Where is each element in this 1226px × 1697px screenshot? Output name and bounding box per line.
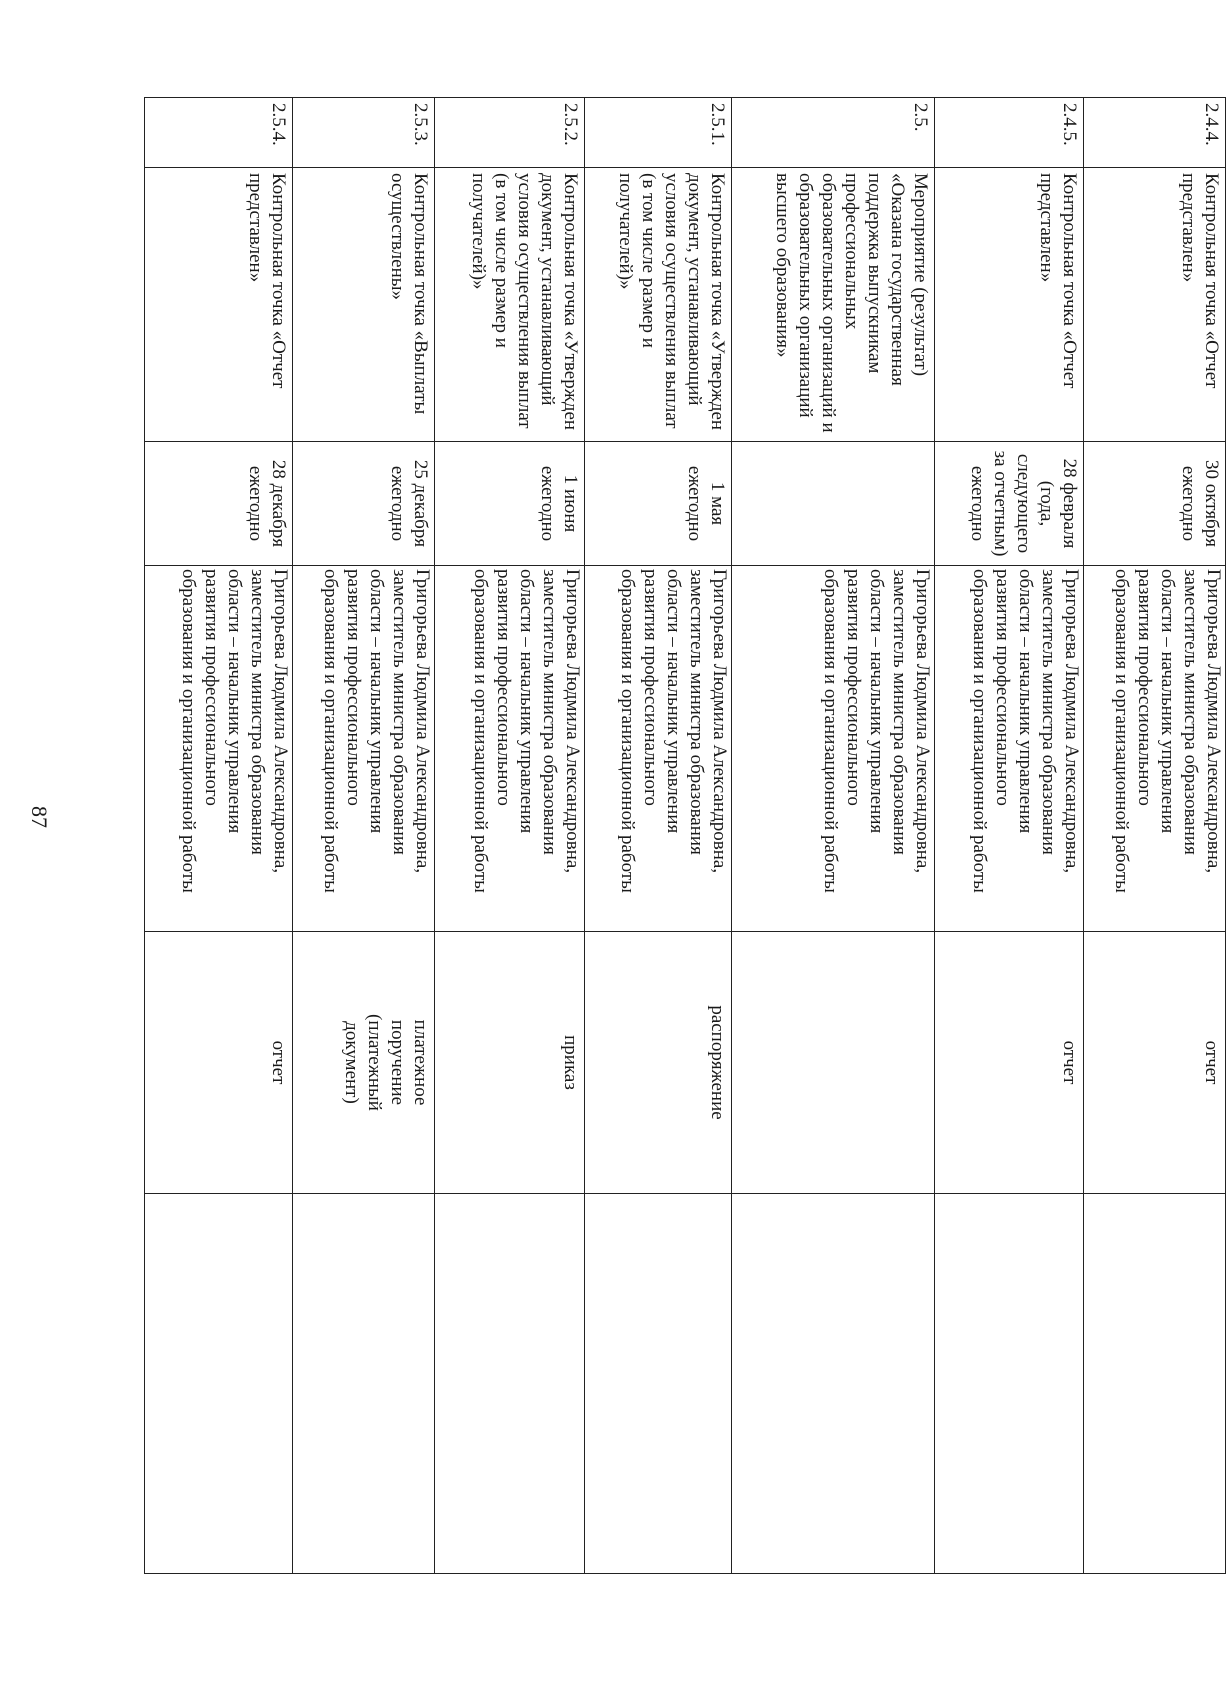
table-row bbox=[585, 98, 732, 1574]
empty-cell bbox=[145, 1194, 293, 1574]
responsible-cell bbox=[293, 566, 435, 932]
responsible-line: заместитель министра образования bbox=[685, 569, 707, 855]
document-type bbox=[585, 932, 732, 1194]
deadline-line: 25 декабря bbox=[409, 459, 431, 548]
event-name-text: Контрольная точка «Отчет представлен» bbox=[1178, 173, 1222, 389]
responsible-line: области – начальник управления bbox=[865, 569, 887, 834]
table-row bbox=[731, 98, 934, 1574]
responsible-cell bbox=[145, 566, 293, 932]
responsible-line: заместитель министра образования bbox=[247, 569, 268, 855]
document-type bbox=[145, 932, 293, 1194]
row-number: 2.5.4. bbox=[145, 98, 293, 168]
deadline-cell bbox=[934, 442, 1083, 566]
responsible-line: развития профессионального bbox=[639, 569, 661, 806]
empty-cell bbox=[1084, 1194, 1226, 1574]
deadline-cell bbox=[145, 442, 293, 566]
plan-table bbox=[144, 97, 1226, 1574]
document-type bbox=[934, 932, 1083, 1194]
deadline-line: (года, bbox=[1036, 480, 1058, 527]
row-number: 2.4.5. bbox=[934, 98, 1083, 168]
document-type-text: распоряжение bbox=[706, 1005, 728, 1120]
responsible-line: развития профессионального bbox=[992, 569, 1014, 806]
responsible-line: образования и организационной работы bbox=[178, 569, 199, 893]
document-type-text: отчет bbox=[1201, 1040, 1222, 1085]
table-row bbox=[1084, 98, 1226, 1574]
event-name-text: Контрольная точка «Отчет представлен» bbox=[1036, 173, 1081, 389]
event-name-text: Контрольная точка «Отчет представлен» bbox=[245, 173, 289, 389]
empty-cell bbox=[434, 1194, 584, 1574]
document-type bbox=[293, 932, 435, 1194]
responsible-line: развития профессионального bbox=[342, 569, 364, 806]
event-name bbox=[934, 168, 1083, 442]
document-type-text: отчет bbox=[268, 1040, 289, 1085]
deadline-line: ежегодно bbox=[245, 465, 266, 542]
responsible-cell bbox=[731, 566, 934, 932]
table-row bbox=[434, 98, 584, 1574]
deadline-line: за отчетным) bbox=[990, 450, 1012, 557]
table-row bbox=[934, 98, 1083, 1574]
deadline-line: ежегодно bbox=[1178, 465, 1199, 542]
responsible-line: заместитель министра образования bbox=[1180, 569, 1201, 855]
deadline-line: ежегодно bbox=[386, 465, 408, 542]
table-row bbox=[293, 98, 435, 1574]
table-row bbox=[145, 98, 293, 1574]
deadline-line: ежегодно bbox=[683, 465, 705, 542]
event-name bbox=[1084, 168, 1226, 442]
deadline-line: 1 июня bbox=[560, 474, 582, 533]
deadline-line: 28 февраля bbox=[1059, 458, 1081, 549]
document-type-text: приказ bbox=[560, 1035, 582, 1090]
document-type bbox=[731, 932, 934, 1194]
responsible-line: заместитель министра образования bbox=[888, 569, 910, 855]
row-number: 2.5.2. bbox=[434, 98, 584, 168]
responsible-line: области – начальник управления bbox=[224, 569, 245, 834]
responsible-line: образования и организационной работы bbox=[819, 569, 841, 893]
event-name bbox=[434, 168, 584, 442]
responsible-cell bbox=[1084, 566, 1226, 932]
document-type-text: отчет bbox=[1059, 1040, 1081, 1085]
responsible-line: области – начальник управления bbox=[365, 569, 387, 834]
page-number: 87 bbox=[27, 806, 52, 828]
event-name-text: Контрольная точка «Утвержден документ, устанавливающий условия осуществления выплат (в том числе размер и получателей)» bbox=[614, 173, 728, 431]
event-name-text: Контрольная точка «Утвержден документ, устанавливающий условия осуществления выплат (в том числе размер и получателей)» bbox=[468, 173, 582, 431]
event-name bbox=[145, 168, 293, 442]
responsible-line: Григорьева Людмила Александровна, bbox=[1203, 569, 1224, 874]
responsible-cell bbox=[934, 566, 1083, 932]
deadline-line: 30 октября bbox=[1201, 460, 1222, 547]
empty-cell bbox=[293, 1194, 435, 1574]
responsible-line: Григорьева Людмила Александровна, bbox=[911, 569, 933, 874]
responsible-line: Григорьева Людмила Александровна, bbox=[708, 569, 730, 874]
responsible-line: образования и организационной работы bbox=[1111, 569, 1132, 893]
deadline-line: ежегодно bbox=[537, 465, 559, 542]
responsible-line: образования и организационной работы bbox=[616, 569, 638, 893]
deadline-cell bbox=[731, 442, 934, 566]
event-name-text: Мероприятие (результат) «Оказана государственная поддержка выпускникам профессиональных образовательных организаций и образовательных организаций высшего образования» bbox=[771, 173, 931, 433]
deadline-line: 1 мая bbox=[706, 481, 728, 526]
document-type bbox=[1084, 932, 1226, 1194]
responsible-line: развития профессионального bbox=[201, 569, 222, 806]
document-type bbox=[434, 932, 584, 1194]
row-number: 2.5. bbox=[731, 98, 934, 168]
responsible-line: области – начальник управления bbox=[516, 569, 538, 834]
responsible-line: Григорьева Людмила Александровна, bbox=[411, 569, 433, 874]
document-type-text: платежное поручение (платежный документ) bbox=[340, 1014, 431, 1111]
deadline-cell bbox=[434, 442, 584, 566]
event-name-text: Контрольная точка «Выплаты осуществлены» bbox=[386, 173, 431, 415]
responsible-line: образования и организационной работы bbox=[319, 569, 341, 893]
responsible-line: образования и организационной работы bbox=[969, 569, 991, 893]
deadline-cell bbox=[585, 442, 732, 566]
responsible-line: Григорьева Людмила Александровна, bbox=[1061, 569, 1083, 874]
row-number: 2.4.4. bbox=[1084, 98, 1226, 168]
responsible-line: Григорьева Людмила Александровна, bbox=[270, 569, 291, 874]
event-name bbox=[585, 168, 732, 442]
event-name bbox=[293, 168, 435, 442]
responsible-line: развития профессионального bbox=[1134, 569, 1155, 806]
responsible-line: области – начальник управления bbox=[1157, 569, 1178, 834]
responsible-line: Григорьева Людмила Александровна, bbox=[562, 569, 584, 874]
responsible-line: области – начальник управления bbox=[1015, 569, 1037, 834]
responsible-cell bbox=[434, 566, 584, 932]
responsible-cell bbox=[585, 566, 732, 932]
empty-cell bbox=[585, 1194, 732, 1574]
deadline-line: следующего bbox=[1013, 453, 1035, 554]
deadline-line: ежегодно bbox=[967, 465, 989, 542]
empty-cell bbox=[934, 1194, 1083, 1574]
deadline-cell bbox=[293, 442, 435, 566]
responsible-line: развития профессионального bbox=[842, 569, 864, 806]
deadline-line: 28 декабря bbox=[268, 459, 289, 548]
empty-cell bbox=[731, 1194, 934, 1574]
row-number: 2.5.3. bbox=[293, 98, 435, 168]
responsible-line: заместитель министра образования bbox=[539, 569, 561, 855]
responsible-line: образования и организационной работы bbox=[470, 569, 492, 893]
row-number: 2.5.1. bbox=[585, 98, 732, 168]
event-name bbox=[731, 168, 934, 442]
responsible-line: развития профессионального bbox=[493, 569, 515, 806]
responsible-line: заместитель министра образования bbox=[388, 569, 410, 855]
deadline-cell bbox=[1084, 442, 1226, 566]
responsible-line: заместитель министра образования bbox=[1038, 569, 1060, 855]
responsible-line: области – начальник управления bbox=[662, 569, 684, 834]
